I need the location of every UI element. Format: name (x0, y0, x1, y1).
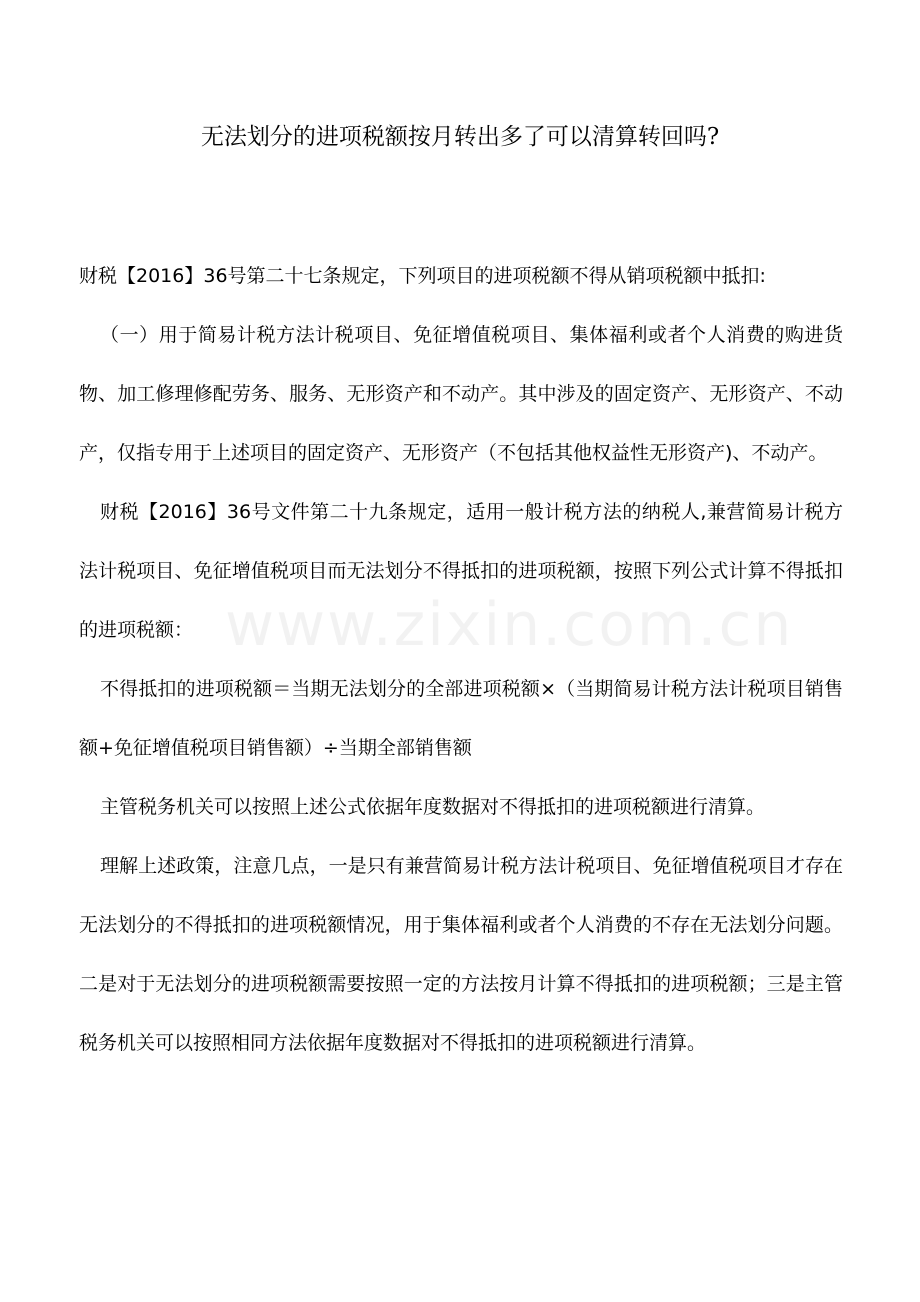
watermark: www.zixin.com.cn (225, 590, 794, 660)
document-body (79, 247, 843, 1073)
paragraph-settlement: 主管税务机关可以按照上述公式依据年度数据对不得抵扣的进项税额进行清算。 (100, 796, 766, 818)
paragraph-regulation-27: 财税【2016】36号第二十七条规定，下列项目的进项税额不得从销项税额中抵扣: (79, 265, 766, 287)
paragraph-formula: 不得抵扣的进项税额＝当期无法划分的全部进项税额×（当期简易计税方法计税项目销售额+免征增值税项目销售额）÷当期全部销售额 (79, 678, 843, 759)
document-title: 无法划分的进项税额按月转出多了可以清算转回吗? (200, 124, 720, 150)
paragraph-regulation-29: 财税【2016】36号文件第二十九条规定，适用一般计税方法的纳税人,兼营简易计税方法计税项目、免征增值税项目而无法划分不得抵扣的进项税额，按照下列公式计算不得抵扣的进项税额： (79, 501, 843, 641)
paragraph-understanding: 理解上述政策，注意几点，一是只有兼营简易计税方法计税项目、免征增值税项目才存在无法划分的不得抵扣的进项税额情况，用于集体福利或者个人消费的不存在无法划分问题。二是对于无法划分的进项税额需要按照一定的方法按月计算不得抵扣的进项税额；三是主管税务机关可以按照相同方法依据年度数据对不得抵扣的进项税额进行清算。 (79, 855, 843, 1054)
paragraph-item-one: （一）用于简易计税方法计税项目、免征增值税项目、集体福利或者个人消费的购进货物、加工修理修配劳务、服务、无形资产和不动产。其中涉及的固定资产、无形资产、不动产，仅指专用于上述项目的固定资产、无形资产（不包括其他权益性无形资产)、不动产。 (79, 324, 843, 464)
